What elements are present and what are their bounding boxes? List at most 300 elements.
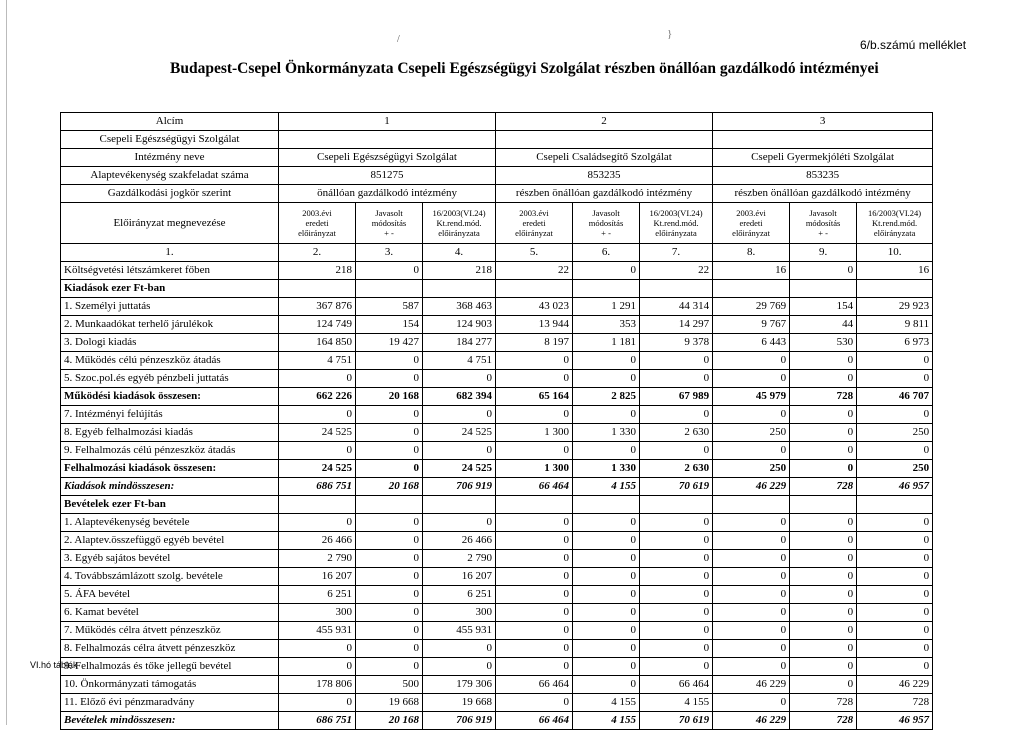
- value-cell: 0: [496, 586, 573, 604]
- value-cell: 0: [356, 532, 423, 550]
- value-cell: 46 957: [857, 478, 933, 496]
- value-cell: 0: [790, 460, 857, 478]
- value-cell: 0: [423, 658, 496, 676]
- value-cell: 0: [279, 658, 356, 676]
- value-cell: 2 630: [640, 424, 713, 442]
- subheader-line: Kt.rend.mód.: [653, 218, 699, 228]
- value-cell: [279, 496, 356, 514]
- table-row: [61, 712, 933, 730]
- value-cell: 178 806: [279, 676, 356, 694]
- subheader-line: Kt.rend.mód.: [872, 218, 918, 228]
- value-cell: 4 155: [573, 694, 640, 712]
- row-label: 1. Alaptevékenység bevétele: [61, 514, 279, 532]
- value-cell: 46 229: [713, 712, 790, 730]
- value-cell: 682 394: [423, 388, 496, 406]
- value-cell: 70 619: [640, 478, 713, 496]
- row-label: 6. Kamat bevétel: [61, 604, 279, 622]
- value-cell: 2 790: [279, 550, 356, 568]
- value-cell: 353: [573, 316, 640, 334]
- alcim-label: Alcím: [61, 113, 279, 131]
- subheader-line: eredeti: [739, 218, 763, 228]
- value-cell: 0: [279, 694, 356, 712]
- value-cell: 500: [356, 676, 423, 694]
- value-cell: 0: [496, 352, 573, 370]
- value-cell: 0: [857, 370, 933, 388]
- value-cell: 686 751: [279, 478, 356, 496]
- value-cell: 0: [356, 640, 423, 658]
- row-label: 5. Szoc.pol.és egyéb pénzbeli juttatás: [61, 370, 279, 388]
- value-cell: 0: [423, 640, 496, 658]
- value-cell: 0: [423, 370, 496, 388]
- value-cell: 4 155: [573, 712, 640, 730]
- table-row: [61, 586, 933, 604]
- table-row: [61, 352, 933, 370]
- value-cell: 6 251: [423, 586, 496, 604]
- value-cell: 66 464: [640, 676, 713, 694]
- value-cell: 0: [356, 622, 423, 640]
- value-cell: 728: [790, 694, 857, 712]
- value-cell: 0: [713, 568, 790, 586]
- row-label: Működési kiadások összesen:: [61, 388, 279, 406]
- row-label: 5. ÁFA bevétel: [61, 586, 279, 604]
- value-cell: 0: [496, 406, 573, 424]
- value-cell: 368 463: [423, 298, 496, 316]
- row-label: 4. Működés célú pénzeszköz átadás: [61, 352, 279, 370]
- value-cell: 0: [790, 586, 857, 604]
- row-label: 11. Előző évi pénzmaradvány: [61, 694, 279, 712]
- subheader-line: 16/2003(VI.24): [649, 208, 703, 218]
- value-cell: [356, 496, 423, 514]
- value-cell: 16 207: [279, 568, 356, 586]
- value-cell: 1 300: [496, 460, 573, 478]
- subheader-line: 2003.évi: [736, 208, 766, 218]
- row-label: Bevételek ezer Ft-ban: [61, 496, 279, 514]
- value-cell: 0: [423, 442, 496, 460]
- value-cell: 19 668: [356, 694, 423, 712]
- value-cell: 24 525: [279, 424, 356, 442]
- table-row: [61, 514, 933, 532]
- value-cell: 0: [573, 442, 640, 460]
- subheader-line: előirányzata: [655, 228, 697, 238]
- subheader-line: előirányzat: [732, 228, 770, 238]
- value-cell: 0: [496, 550, 573, 568]
- table-row: [61, 388, 933, 406]
- subheader-line: előirányzata: [438, 228, 480, 238]
- row-label: 3. Dologi kiadás: [61, 334, 279, 352]
- subheader-cell: [423, 203, 496, 244]
- value-cell: 1 300: [496, 424, 573, 442]
- value-cell: 218: [279, 262, 356, 280]
- row-label: 10. Önkormányzati támogatás: [61, 676, 279, 694]
- value-cell: 0: [790, 568, 857, 586]
- value-cell: 0: [356, 370, 423, 388]
- row-label: 1. Személyi juttatás: [61, 298, 279, 316]
- inst-name-3: Csepeli Gyermekjóléti Szolgálat: [713, 149, 933, 167]
- subheader-line: előirányzata: [873, 228, 916, 238]
- column-number: 1.: [61, 244, 279, 262]
- header-row-subheaders: [61, 203, 933, 244]
- row-label: Kiadások ezer Ft-ban: [61, 280, 279, 298]
- value-cell: 24 525: [423, 424, 496, 442]
- authority-2: részben önállóan gazdálkodó intézmény: [496, 185, 713, 203]
- row-label: 7. Intézményi felújítás: [61, 406, 279, 424]
- value-cell: 0: [573, 640, 640, 658]
- value-cell: 0: [857, 640, 933, 658]
- value-cell: 2 825: [573, 388, 640, 406]
- table-row: [61, 550, 933, 568]
- header-row-alcim: [61, 113, 933, 131]
- value-cell: 29 769: [713, 298, 790, 316]
- table-row: [61, 334, 933, 352]
- row-label: 7. Működés célra átvett pénzeszköz: [61, 622, 279, 640]
- value-cell: 24 525: [279, 460, 356, 478]
- value-cell: 728: [790, 388, 857, 406]
- value-cell: 26 466: [423, 532, 496, 550]
- value-cell: 0: [640, 550, 713, 568]
- value-cell: 0: [573, 586, 640, 604]
- inst-label: Intézmény neve: [61, 149, 279, 167]
- subheader-cell: [790, 203, 857, 244]
- budget-table: [60, 112, 933, 730]
- table-row: [61, 406, 933, 424]
- subheader-line: eredeti: [305, 218, 329, 228]
- value-cell: 0: [790, 370, 857, 388]
- value-cell: 0: [640, 568, 713, 586]
- table-row: [61, 676, 933, 694]
- value-cell: 0: [857, 604, 933, 622]
- value-cell: 13 944: [496, 316, 573, 334]
- value-cell: 0: [790, 676, 857, 694]
- value-cell: 0: [640, 406, 713, 424]
- annex-label: 6/b.számú melléklet: [860, 38, 967, 52]
- value-cell: [640, 280, 713, 298]
- value-cell: 300: [279, 604, 356, 622]
- value-cell: 65 164: [496, 388, 573, 406]
- value-cell: 43 023: [496, 298, 573, 316]
- value-cell: 706 919: [423, 478, 496, 496]
- value-cell: 124 903: [423, 316, 496, 334]
- value-cell: 0: [573, 550, 640, 568]
- row-label: 9. Felhalmozás célú pénzeszköz átadás: [61, 442, 279, 460]
- value-cell: 0: [713, 406, 790, 424]
- table-row: [61, 370, 933, 388]
- subheader-line: eredeti: [522, 218, 546, 228]
- column-number: 9.: [790, 244, 857, 262]
- value-cell: 70 619: [640, 712, 713, 730]
- subheader-cell: [279, 203, 356, 244]
- value-cell: 0: [857, 568, 933, 586]
- value-cell: 0: [713, 586, 790, 604]
- header-row-institution: [61, 149, 933, 167]
- row-label: 8. Egyéb felhalmozási kiadás: [61, 424, 279, 442]
- column-number: 10.: [857, 244, 933, 262]
- value-cell: [790, 496, 857, 514]
- inst-name-1: Csepeli Egészségügyi Szolgálat: [279, 149, 496, 167]
- value-cell: 184 277: [423, 334, 496, 352]
- value-cell: 0: [423, 514, 496, 532]
- value-cell: 0: [279, 442, 356, 460]
- value-cell: 0: [279, 370, 356, 388]
- value-cell: 455 931: [423, 622, 496, 640]
- value-cell: 728: [790, 712, 857, 730]
- column-number: 8.: [713, 244, 790, 262]
- row-label: Költségvetési létszámkeret főben: [61, 262, 279, 280]
- footer-note: VI.hó táblák: [30, 660, 78, 670]
- value-cell: 0: [496, 442, 573, 460]
- value-cell: 0: [713, 514, 790, 532]
- value-cell: 0: [790, 550, 857, 568]
- value-cell: 0: [356, 406, 423, 424]
- column-number: 7.: [640, 244, 713, 262]
- value-cell: [713, 496, 790, 514]
- value-cell: 1 291: [573, 298, 640, 316]
- value-cell: 0: [790, 442, 857, 460]
- value-cell: 0: [356, 424, 423, 442]
- inst-name-2: Csepeli Családsegítő Szolgálat: [496, 149, 713, 167]
- value-cell: 0: [573, 658, 640, 676]
- value-cell: 19 668: [423, 694, 496, 712]
- value-cell: 20 168: [356, 478, 423, 496]
- table-row: [61, 658, 933, 676]
- value-cell: 9 767: [713, 316, 790, 334]
- subheader-cell: [857, 203, 933, 244]
- subheader-cell: [496, 203, 573, 244]
- row-label: 2. Alaptev.összefüggő egyéb bevétel: [61, 532, 279, 550]
- value-cell: 0: [713, 532, 790, 550]
- value-cell: [496, 280, 573, 298]
- code-3: 853235: [713, 167, 933, 185]
- value-cell: 45 979: [713, 388, 790, 406]
- value-cell: 0: [573, 406, 640, 424]
- value-cell: 16: [713, 262, 790, 280]
- table-row: [61, 622, 933, 640]
- value-cell: 46 707: [857, 388, 933, 406]
- value-cell: 0: [713, 694, 790, 712]
- budget-name-label: Előirányzat megnevezése: [61, 203, 279, 244]
- table-row: [61, 496, 933, 514]
- value-cell: 0: [713, 640, 790, 658]
- subheader-cell: [356, 203, 423, 244]
- value-cell: 124 749: [279, 316, 356, 334]
- value-cell: 0: [356, 514, 423, 532]
- value-cell: 2 790: [423, 550, 496, 568]
- value-cell: 0: [496, 568, 573, 586]
- value-cell: 587: [356, 298, 423, 316]
- value-cell: 20 168: [356, 388, 423, 406]
- value-cell: 0: [279, 406, 356, 424]
- value-cell: [423, 280, 496, 298]
- row-label: 4. Továbbszámlázott szolg. bevétele: [61, 568, 279, 586]
- value-cell: 0: [790, 352, 857, 370]
- value-cell: 4 751: [279, 352, 356, 370]
- value-cell: [857, 496, 933, 514]
- alcim-3: 3: [713, 113, 933, 131]
- value-cell: 44: [790, 316, 857, 334]
- row-label: Kiadások mindösszesen:: [61, 478, 279, 496]
- value-cell: 367 876: [279, 298, 356, 316]
- code-2: 853235: [496, 167, 713, 185]
- table-row: [61, 280, 933, 298]
- table-row: [61, 298, 933, 316]
- table-row: [61, 262, 933, 280]
- row-label: 2. Munkaadókat terhelő járulékok: [61, 316, 279, 334]
- value-cell: 0: [790, 604, 857, 622]
- value-cell: [573, 496, 640, 514]
- value-cell: 29 923: [857, 298, 933, 316]
- value-cell: 0: [423, 406, 496, 424]
- value-cell: 0: [857, 406, 933, 424]
- value-cell: 0: [790, 658, 857, 676]
- value-cell: 24 525: [423, 460, 496, 478]
- authority-3: részben önállóan gazdálkodó intézmény: [713, 185, 933, 203]
- column-number: 4.: [423, 244, 496, 262]
- value-cell: 686 751: [279, 712, 356, 730]
- row-label: 9. Felhalmozás és tőke jellegű bevétel: [61, 658, 279, 676]
- header-row-unit: [61, 131, 933, 149]
- value-cell: 0: [279, 640, 356, 658]
- value-cell: 0: [640, 604, 713, 622]
- subheader-cell: [573, 203, 640, 244]
- value-cell: 0: [713, 442, 790, 460]
- value-cell: 22: [640, 262, 713, 280]
- value-cell: [356, 280, 423, 298]
- subheader-line: módosítás: [805, 218, 841, 228]
- value-cell: [573, 280, 640, 298]
- value-cell: [713, 280, 790, 298]
- value-cell: 0: [857, 532, 933, 550]
- value-cell: 0: [356, 550, 423, 568]
- table-row: [61, 424, 933, 442]
- value-cell: 46 229: [713, 478, 790, 496]
- value-cell: 0: [713, 370, 790, 388]
- subheader-line: 16/2003(VI.24): [868, 208, 922, 218]
- value-cell: 164 850: [279, 334, 356, 352]
- subheader-line: Javasolt: [375, 208, 403, 218]
- value-cell: 250: [713, 460, 790, 478]
- value-cell: 2 630: [640, 460, 713, 478]
- value-cell: 0: [496, 514, 573, 532]
- row-label: Felhalmozási kiadások összesen:: [61, 460, 279, 478]
- subheader-line: Javasolt: [592, 208, 620, 218]
- value-cell: 22: [496, 262, 573, 280]
- value-cell: 0: [496, 694, 573, 712]
- header-row-code: [61, 167, 933, 185]
- value-cell: 728: [857, 694, 933, 712]
- subheader-line: módosítás: [371, 218, 407, 228]
- value-cell: 0: [713, 604, 790, 622]
- subheader-cell: [713, 203, 790, 244]
- table-row: [61, 640, 933, 658]
- value-cell: 67 989: [640, 388, 713, 406]
- value-cell: 0: [496, 532, 573, 550]
- value-cell: [496, 496, 573, 514]
- value-cell: 0: [356, 658, 423, 676]
- value-cell: 0: [640, 622, 713, 640]
- subheader-line: előirányzat: [515, 228, 553, 238]
- value-cell: 0: [790, 262, 857, 280]
- table-row: [61, 694, 933, 712]
- value-cell: 0: [573, 622, 640, 640]
- value-cell: 66 464: [496, 712, 573, 730]
- value-cell: 0: [640, 658, 713, 676]
- value-cell: 0: [713, 550, 790, 568]
- value-cell: 19 427: [356, 334, 423, 352]
- subheader-line: 2003.évi: [519, 208, 549, 218]
- value-cell: 218: [423, 262, 496, 280]
- subheader-line: előirányzat: [298, 228, 336, 238]
- value-cell: 4 155: [640, 694, 713, 712]
- subheader-line: + -: [384, 228, 394, 238]
- value-cell: 0: [790, 406, 857, 424]
- value-cell: 0: [640, 640, 713, 658]
- value-cell: 0: [573, 532, 640, 550]
- value-cell: 0: [573, 262, 640, 280]
- value-cell: 9 811: [857, 316, 933, 334]
- value-cell: 0: [496, 658, 573, 676]
- value-cell: 0: [857, 514, 933, 532]
- column-number: 3.: [356, 244, 423, 262]
- value-cell: 154: [356, 316, 423, 334]
- value-cell: 0: [640, 442, 713, 460]
- value-cell: 0: [356, 442, 423, 460]
- value-cell: 0: [857, 550, 933, 568]
- subheader-line: Javasolt: [809, 208, 837, 218]
- value-cell: 0: [857, 658, 933, 676]
- scan-mark: /: [397, 34, 400, 45]
- row-label: Bevételek mindösszesen:: [61, 712, 279, 730]
- value-cell: 530: [790, 334, 857, 352]
- value-cell: 0: [496, 370, 573, 388]
- value-cell: 0: [573, 604, 640, 622]
- value-cell: 0: [640, 586, 713, 604]
- table-row: [61, 442, 933, 460]
- value-cell: [857, 280, 933, 298]
- value-cell: 0: [640, 514, 713, 532]
- subheader-line: + -: [601, 228, 611, 238]
- value-cell: 0: [857, 586, 933, 604]
- value-cell: 1 330: [573, 460, 640, 478]
- value-cell: 706 919: [423, 712, 496, 730]
- header-row-column-numbers: [61, 244, 933, 262]
- value-cell: 14 297: [640, 316, 713, 334]
- value-cell: 0: [573, 568, 640, 586]
- value-cell: 0: [356, 352, 423, 370]
- value-cell: 20 168: [356, 712, 423, 730]
- value-cell: 6 251: [279, 586, 356, 604]
- row-label: 3. Egyéb sajátos bevétel: [61, 550, 279, 568]
- authority-1: önállóan gazdálkodó intézmény: [279, 185, 496, 203]
- value-cell: 66 464: [496, 676, 573, 694]
- table-row: [61, 568, 933, 586]
- value-cell: 0: [790, 514, 857, 532]
- value-cell: [279, 280, 356, 298]
- table-row: [61, 604, 933, 622]
- value-cell: 6 443: [713, 334, 790, 352]
- value-cell: 0: [857, 352, 933, 370]
- value-cell: 0: [640, 352, 713, 370]
- value-cell: 44 314: [640, 298, 713, 316]
- subheader-line: Kt.rend.mód.: [436, 218, 482, 228]
- value-cell: 0: [573, 370, 640, 388]
- value-cell: 0: [713, 622, 790, 640]
- value-cell: 0: [356, 568, 423, 586]
- value-cell: 0: [573, 514, 640, 532]
- value-cell: 179 306: [423, 676, 496, 694]
- code-1: 851275: [279, 167, 496, 185]
- value-cell: 16 207: [423, 568, 496, 586]
- value-cell: 0: [356, 460, 423, 478]
- subheader-line: + -: [818, 228, 828, 238]
